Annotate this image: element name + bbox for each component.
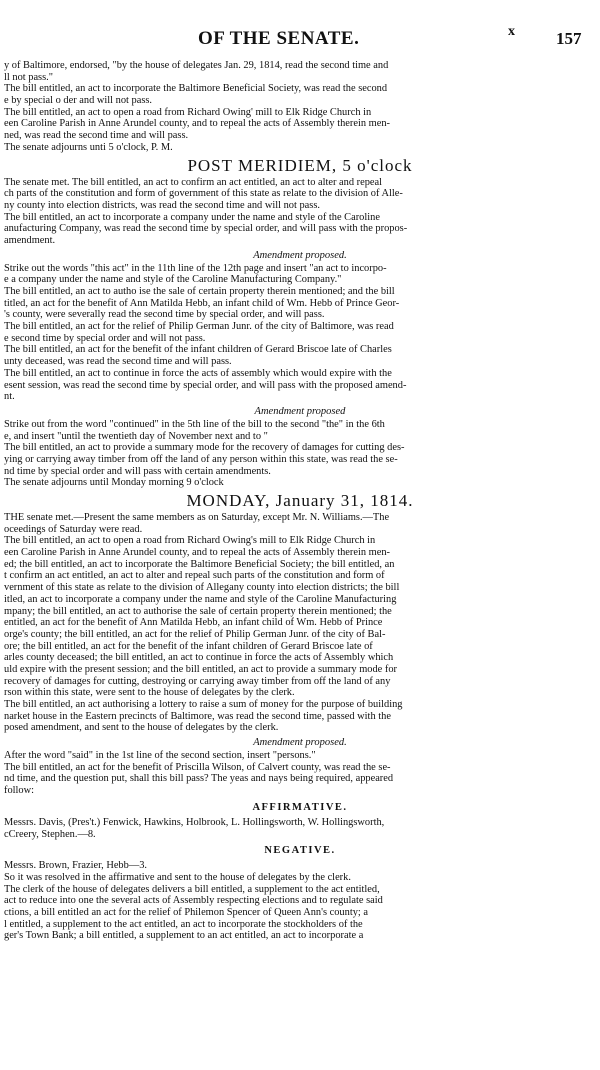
paragraph (4, 817, 596, 840)
text-line: Messrs. Brown, Frazier, Hebb—3. (4, 860, 148, 872)
text-line: act to reduce into one the several acts of Assembly respecting elections and to regulate said (4, 895, 383, 907)
running-title: OF THE SENATE. (198, 28, 360, 49)
paragraph (4, 263, 596, 403)
page-number: 157 (556, 29, 582, 48)
text-line: orge's county; the bill entitled, an act for the relief of Philip German Junr. of the city of Bal- (4, 628, 386, 640)
text-line: itled, an act to incorporate a company under the name and style of the Caroline Manufacturing (4, 593, 397, 605)
text-line: mpany; the bill entitled, an act to authorise the sale of certain property therein mentioned; the (4, 605, 392, 617)
text-line: nd time by special order and will pass with certain amendments. (4, 465, 271, 477)
text-line: rson within this state, were sent to the house of delegates by the clerk. (4, 687, 295, 699)
text-line: Messrs. Davis, (Pres't.) Fenwick, Hawkins, Holbrook, L. Hollingsworth, W. Hollingsworth, (4, 816, 385, 828)
amendment-heading: Amendment proposed. (253, 737, 347, 749)
vote-heading: AFFIRMATIVE. (252, 801, 348, 813)
text-line: The bill entitled, an act for the benefit of Priscilla Wilson, of Calvert county, was read the se- (4, 761, 391, 773)
text-line: een Caroline Parish in Anne Arundel county, and to repeal the acts of Assembly therein men- (4, 547, 390, 559)
text-line: l entitled, a supplement to the act entitled, an act to incorporate the stockholders of the (4, 918, 363, 930)
text-line: ned, was read the second time and will pass. (4, 130, 189, 142)
section-heading: MONDAY, January 31, 1814. (186, 491, 414, 510)
text-line: posed amendment, and sent to the house of delegates by the clerk. (4, 722, 279, 734)
text-line: ch parts of the constitution and form of government of this state as relate to the division of Alle- (4, 188, 403, 200)
text-line: The senate adjourns until Monday morning 9 o'clock (4, 477, 224, 489)
text-line: esent session, was read the second time by special order, and will pass with the proposed amend- (4, 379, 407, 391)
text-line: The clerk of the house of delegates delivers a bill entitled, a supplement to the act entitled, (4, 883, 380, 895)
text-line: titled, an act for the benefit of Ann Matilda Hebb, an infant child of Wm. Hebb of Prince Geor- (4, 297, 400, 309)
text-line: nd time, and the question put, shall this bill pass? The yeas and nays being required, appeared (4, 773, 394, 785)
text-line: recovery of damages for cutting, destroying or carrying away timber from off the land of any (4, 675, 391, 687)
text-line: THE senate met.—Present the same members as on Saturday, except Mr. N. Williams.—The (4, 512, 390, 523)
text-line: The bill entitled, an act to open a road from Richard Owing' mill to Elk Ridge Church in (4, 106, 372, 118)
text-line: oceedings of Saturday were read. (4, 523, 143, 535)
text-line: cCreery, Stephen.—8. (4, 828, 96, 840)
text-line: narket house in the Eastern precincts of Baltimore, was read the second time, passed with the (4, 710, 391, 722)
page-header (0, 24, 600, 54)
text-line: The bill entitled, an act to incorporate a company under the name and style of the Caroline (4, 211, 380, 223)
text-line: ll not pass." (4, 71, 53, 83)
text-line: The bill entitled, an act for the relief of Philip German Junr. of the city of Baltimore, was read (4, 321, 394, 333)
document-body (4, 60, 596, 942)
text-line: The bill entitled, an act authorising a lottery to raise a sum of money for the purpose of building (4, 699, 403, 710)
text-line: e second time by special order and will not pass. (4, 332, 206, 344)
text-line: The bill entitled, an act for the benefit of the infant children of Gerard Briscoe late of Charles (4, 344, 392, 356)
text-line: een Caroline Parish in Anne Arundel county, and to repeal the acts of Assembly therein men- (4, 118, 390, 130)
text-line: e, and insert "until the twentieth day of November next and to " (4, 430, 268, 442)
text-line: ore; the bill entitled, an act for the benefit of the infant children of Gerard Briscoe late of (4, 640, 373, 652)
text-line: The senate met. The bill entitled, an act to confirm an act entitled, an act to alter and repeal (4, 176, 383, 188)
text-line: ying or carrying away timber from off the land of any person within this state, was read the se- (4, 453, 398, 465)
vote-heading: NEGATIVE. (264, 845, 336, 857)
amendment-heading: Amendment proposed (254, 405, 346, 417)
text-line: After the word "said" in the 1st line of the second section, insert "persons." (4, 750, 316, 762)
text-line: vernment of this state as relate to the division of Allegany county into election districts; the bill (4, 582, 400, 594)
text-line: follow: (4, 785, 35, 797)
text-line: So it was resolved in the affirmative and sent to the house of delegates by the clerk. (4, 871, 351, 883)
text-line: amendment. (4, 234, 56, 246)
text-line: ctions, a bill entitled an act for the relief of Philemon Spencer of Queen Ann's county; a (4, 906, 368, 918)
text-line: 's county, were severally read the second time by special order, and will pass. (4, 309, 325, 321)
text-line: The bill entitled, an act to open a road from Richard Owing's mill to Elk Ridge Church in (4, 535, 376, 547)
text-line: t confirm an act entitled, an act to alter and repeal such parts of the constitution and form of (4, 570, 385, 582)
margin-mark: x (508, 24, 515, 39)
text-line: ed; the bill entitled, an act to incorporate the Baltimore Beneficial Society; the bill entitled, an (4, 558, 395, 570)
text-line: The bill entitled, an act to incorporate the Baltimore Beneficial Society, was read the second (4, 83, 388, 95)
text-line: anufacturing Company, was read the second time by special order, and will pass with the propos- (4, 223, 408, 235)
paragraph (4, 750, 596, 797)
text-line: y of Baltimore, endorsed, "by the house of delegates Jan. 29, 1814, read the second time and (4, 60, 389, 71)
text-line: entitled, an act for the benefit of Ann Matilda Hebb, an infant child of Wm. Hebb of Prince (4, 617, 383, 629)
text-line: ger's Town Bank; a bill entitled, a supplement to an act entitled, an act to incorporate a (4, 930, 364, 942)
text-line: arles county deceased; the bill entitled, an act to continue in force the acts of Assembly which (4, 652, 394, 664)
amendment-heading: Amendment proposed. (253, 249, 347, 261)
text-line: e a company under the name and style of the Caroline Manufacturing Company." (4, 274, 342, 286)
text-line: e by special o der and will not pass. (4, 95, 153, 107)
text-line: unty deceased, was read the second time and will pass. (4, 356, 232, 368)
text-line: nt. (4, 391, 15, 403)
text-line: Strike out from the word "continued" in the 5th line of the bill to the second "the" in the 6th (4, 418, 385, 430)
paragraph (4, 60, 596, 154)
paragraph (4, 177, 596, 247)
text-line: The bill entitled, an act to autho ise the sale of certain property therein mentioned; and the bill (4, 286, 395, 297)
text-line: The bill entitled, an act to continue in force the acts of assembly which would expire with the (4, 367, 392, 379)
text-line: ny county into election districts, was read the second time and will not pass. (4, 199, 320, 211)
paragraph (4, 860, 596, 942)
text-line: uld expire with the present session; and the bill entitled, an act to provide a summary mode for (4, 663, 398, 675)
paragraph (4, 512, 596, 734)
paragraph (4, 419, 596, 489)
text-line: The bill entitled, an act to provide a summary mode for the recovery of damages for cutting des- (4, 442, 405, 454)
text-line: Strike out the words "this act" in the 11th line of the 12th page and insert "an act to incorpo- (4, 262, 387, 274)
text-line: The senate adjourns unti 5 o'clock, P. M. (4, 141, 173, 153)
section-heading: POST MERIDIEM, 5 o'clock (187, 155, 413, 175)
